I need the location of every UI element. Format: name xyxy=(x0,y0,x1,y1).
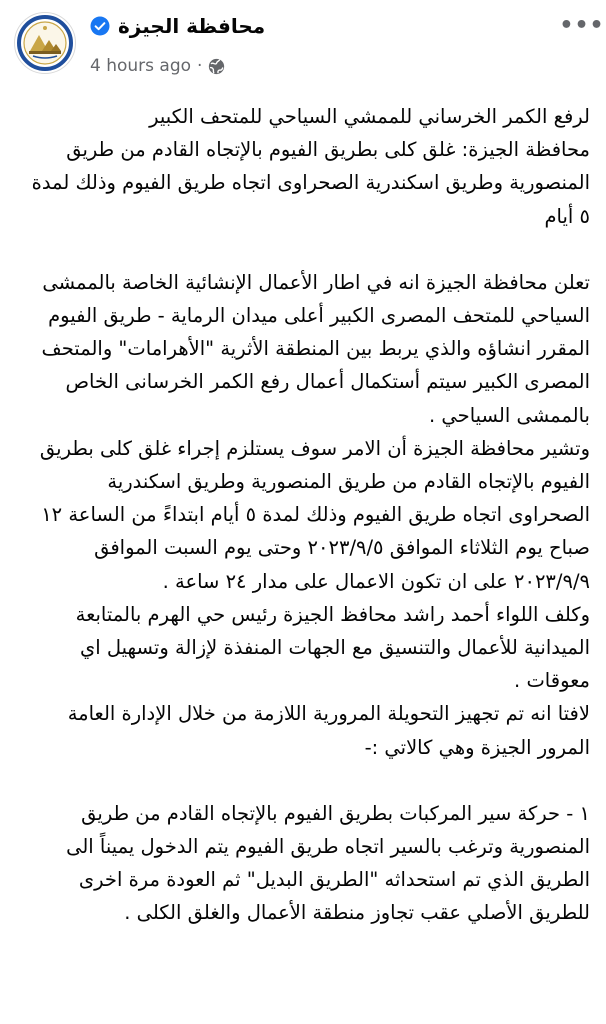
post-header xyxy=(0,0,606,92)
post-paragraph-1: لرفع الكمر الخرساني للممشي السياحي للمتحف الكبير محافظة الجيزة: غلق كلى بطريق الفيوم بالإتجاه القادم من طريق المنصورية وطريق اسكندرية الصحراوى اتجاه طريق الفيوم وذلك لمدة ٥ أيام xyxy=(31,105,590,228)
post-body xyxy=(20,100,590,930)
post-paragraph-3: وتشير محافظة الجيزة أن الامر سوف يستلزم إجراء غلق كلى بطريق الفيوم بالإتجاه القادم من طريق المنصورية وطريق اسكندرية الصحراوى اتجاه طريق الفيوم وذلك لمدة ٥ أيام ابتداءً من الساعة ١٢ صباح يوم الثلاثاء الموافق ٢٠٢٣/٩/٥ وحتى يوم السبت الموافق ٢٠٢٣/٩/٩ على ان تكون الاعمال على مدار ٢٤ ساعة . xyxy=(33,436,590,593)
paragraph-gap xyxy=(20,764,590,797)
paragraph-gap xyxy=(20,233,590,266)
giza-governorate-logo xyxy=(15,13,75,73)
post-meta xyxy=(90,52,225,80)
more-options-button[interactable] xyxy=(559,12,605,38)
post-paragraph-5: لافتا انه تم تجهيز التحويلة المرورية اللازمة من خلال الإدارة العامة المرور الجيزة وهي كالاتي :- xyxy=(61,702,590,759)
page-name-row xyxy=(90,10,270,42)
more-options-icon: ••• xyxy=(559,12,605,38)
post-paragraph-2: تعلن محافظة الجيزة انه في اطار الأعمال الإنشائية الخاصة بالممشى السياحي للمتحف المصرى الكبير أعلى ميدان الرماية - طريق الفيوم المقرر انشاؤه والذي يربط بين المنطقة الأثرية "الأهرامات" والمتحف المصرى الكبير سيتم أستكمال أعمال رفع الكمر الخرسانى الخاص بالممشى السياحي . xyxy=(35,270,590,427)
page-avatar[interactable] xyxy=(14,12,76,74)
meta-separator: · xyxy=(197,56,203,76)
post-timestamp[interactable]: 4 hours ago xyxy=(90,56,192,76)
verified-badge-icon xyxy=(90,16,110,36)
post-paragraph-4: وكلف اللواء أحمد راشد محافظ الجيزة رئيس حي الهرم بالمتابعة الميدانية للأعمال والتنسيق مع الجهات المنفذة لإزالة وتسهيل اي معوقات . xyxy=(69,602,590,693)
globe-icon[interactable] xyxy=(208,58,225,75)
page-name[interactable]: محافظة الجيزة xyxy=(118,14,266,38)
post-paragraph-6: ١ - حركة سير المركبات بطريق الفيوم بالإتجاه القادم من طريق المنصورية وترغب بالسير اتجاه طريق الفيوم يتم الدخول يميناً الى الطريق الذي تم استحداثه "الطريق البديل" ثم العودة مرة اخرى للطريق الأصلي عقب تجاوز منطقة الأعمال والغلق الكلى . xyxy=(59,801,590,925)
